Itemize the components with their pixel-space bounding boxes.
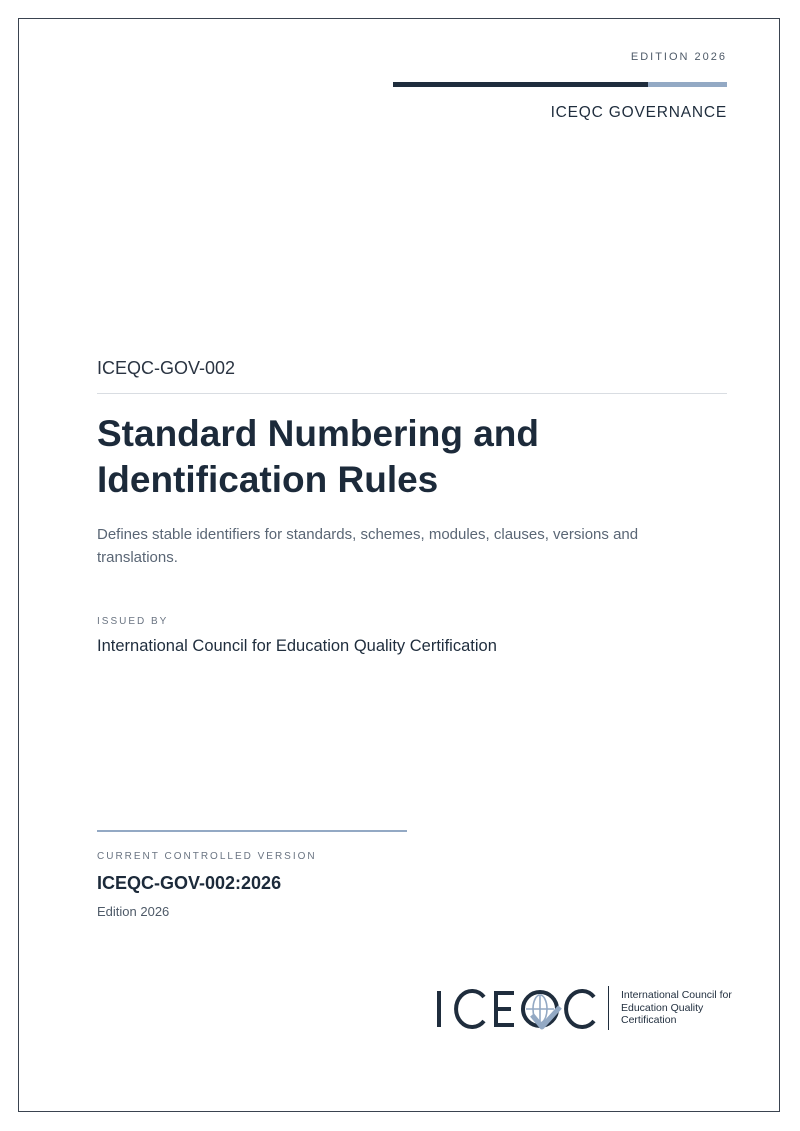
controlled-version-code: ICEQC-GOV-002:2026: [97, 873, 282, 893]
governance-label: ICEQC GOVERNANCE: [550, 104, 727, 121]
document-subtitle: [97, 523, 707, 569]
iceqc-logo-icon: [434, 983, 604, 1037]
title-line-2: Identification Rules: [97, 459, 439, 500]
logo-divider: [608, 986, 609, 1030]
controlled-version-edition: Edition 2026: [97, 904, 170, 919]
issued-by-label: ISSUED BY: [97, 616, 169, 627]
issuer-name: International Council for Education Quality Certification: [97, 637, 497, 655]
document-title: [97, 411, 697, 503]
document-code: ICEQC-GOV-002: [97, 358, 236, 378]
header-bar-dark: [393, 82, 648, 87]
title-divider: [97, 393, 727, 394]
logo-text-line-1: International Council for: [621, 989, 732, 1001]
title-line-1: Standard Numbering and: [97, 413, 539, 454]
logo-text-line-3: Certification: [621, 1014, 677, 1026]
header-bar-light: [648, 82, 727, 87]
subtitle-line-1: Defines stable identifiers for standards, schemes, modules, clauses, versions and: [97, 526, 639, 543]
subtitle-line-2: translations.: [97, 549, 178, 566]
edition-header: EDITION 2026: [630, 51, 727, 63]
logo-text: [621, 989, 732, 1027]
logo-text-line-2: Education Quality: [621, 1001, 704, 1014]
version-divider: [97, 830, 407, 832]
controlled-version-label: CURRENT CONTROLLED VERSION: [97, 851, 317, 862]
